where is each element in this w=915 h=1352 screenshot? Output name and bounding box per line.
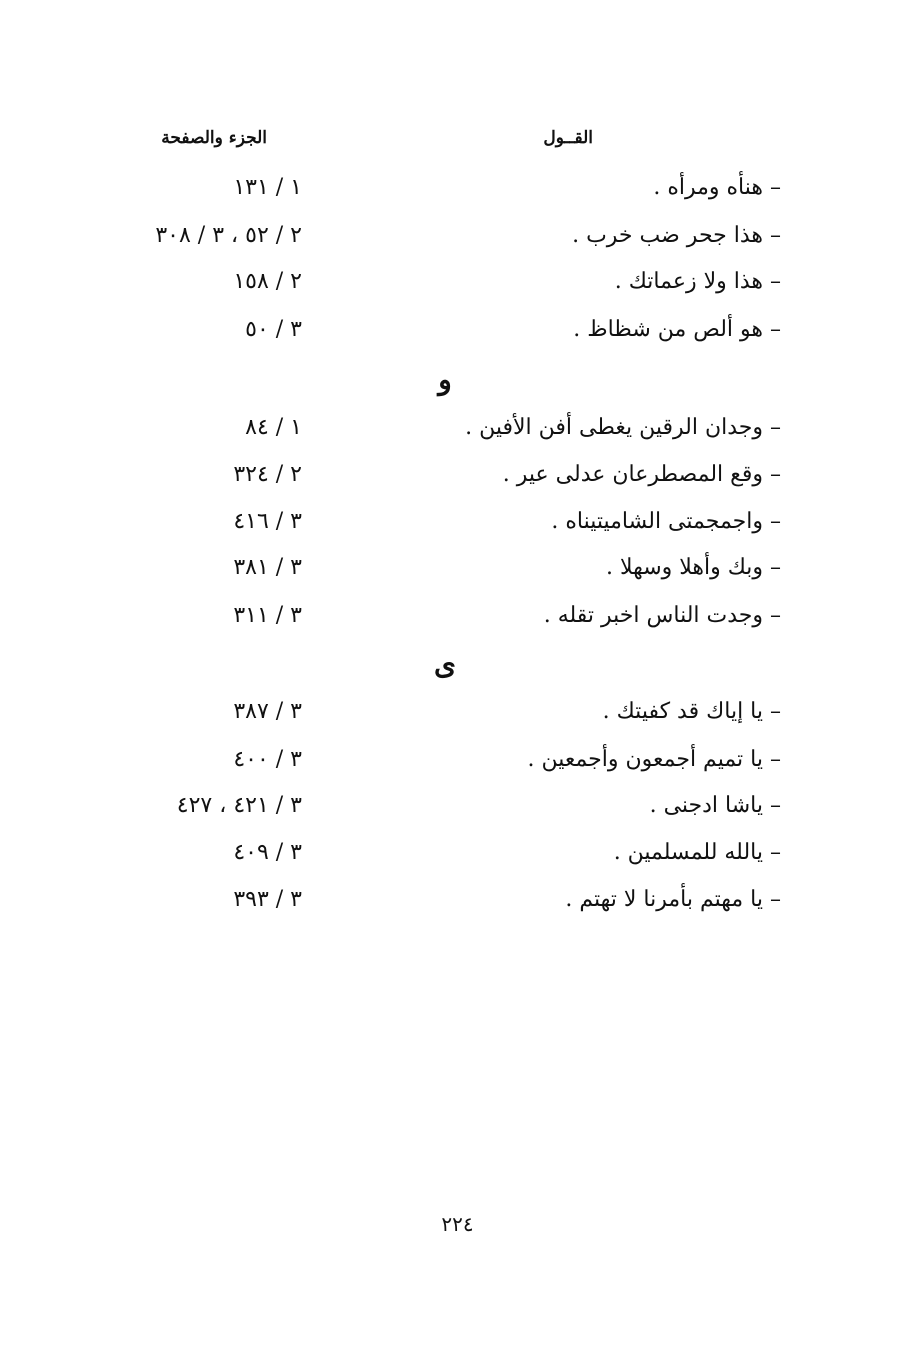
index-entry bbox=[0, 692, 915, 732]
volume-page-ref: ٣ / ٤٠٩ bbox=[233, 840, 302, 865]
index-entry bbox=[0, 833, 915, 873]
saying-text: – وقع المصطرعان عدلى عير . bbox=[502, 462, 781, 487]
saying-text: – هو ألص من شظاظ . bbox=[573, 317, 781, 342]
section-letter: و bbox=[438, 363, 452, 396]
volume-page-ref: ٣ / ٤١٦ bbox=[233, 509, 302, 534]
saying-text: – يا مهتم بأمرنا لا تهتم . bbox=[565, 887, 781, 912]
index-entry bbox=[0, 548, 915, 588]
saying-text: – يا إياك قد كفيتك . bbox=[602, 699, 781, 724]
volume-page-ref: ٣ / ٣٨٧ bbox=[233, 699, 302, 724]
volume-page-ref: ٣ / ٤٢١ ، ٤٢٧ bbox=[176, 793, 302, 818]
index-entry bbox=[0, 310, 915, 350]
volume-page-ref: ٣ / ٣٨١ bbox=[233, 555, 302, 580]
saying-text: – ياشا ادجنى . bbox=[649, 793, 781, 818]
volume-page-ref: ٣ / ٣١١ bbox=[233, 603, 302, 628]
index-entry bbox=[0, 596, 915, 636]
index-entry bbox=[0, 408, 915, 448]
volume-page-ref: ١ / ٨٤ bbox=[245, 415, 302, 440]
volume-page-ref: ٣ / ٥٠ bbox=[245, 317, 302, 342]
index-entry bbox=[0, 216, 915, 256]
column-header-reference: الجزء والصفحة bbox=[161, 128, 267, 148]
index-entry bbox=[0, 168, 915, 208]
saying-text: – هذا ولا زعماتك . bbox=[614, 269, 781, 294]
section-letter: ى bbox=[434, 648, 456, 681]
saying-text: – وجدت الناس اخبر تقله . bbox=[543, 603, 781, 628]
volume-page-ref: ٢ / ٥٢ ، ٣ / ٣٠٨ bbox=[155, 223, 302, 248]
index-entry bbox=[0, 880, 915, 920]
saying-text: – يالله للمسلمين . bbox=[613, 840, 781, 865]
volume-page-ref: ٢ / ٣٢٤ bbox=[233, 462, 302, 487]
column-header-saying: القــول bbox=[543, 128, 593, 148]
volume-page-ref: ١ / ١٣١ bbox=[233, 175, 302, 200]
saying-text: – هذا جحر ضب خرب . bbox=[572, 223, 781, 248]
volume-page-ref: ٢ / ١٥٨ bbox=[233, 269, 302, 294]
saying-text: – يا تميم أجمعون وأجمعين . bbox=[527, 747, 781, 772]
index-entry bbox=[0, 455, 915, 495]
index-entry bbox=[0, 786, 915, 826]
index-entry bbox=[0, 502, 915, 542]
saying-text: – واجمجمتى الشاميتيناه . bbox=[551, 509, 781, 534]
index-entry bbox=[0, 262, 915, 302]
saying-text: – هنأه ومرأه . bbox=[653, 175, 781, 200]
saying-text: – وبك وأهلا وسهلا . bbox=[605, 555, 781, 580]
page-number: ٢٢٤ bbox=[441, 1212, 474, 1236]
volume-page-ref: ٣ / ٣٩٣ bbox=[233, 887, 302, 912]
saying-text: – وجدان الرقين يغطى أفن الأفين . bbox=[465, 415, 781, 440]
volume-page-ref: ٣ / ٤٠٠ bbox=[233, 747, 302, 772]
index-entry bbox=[0, 740, 915, 780]
